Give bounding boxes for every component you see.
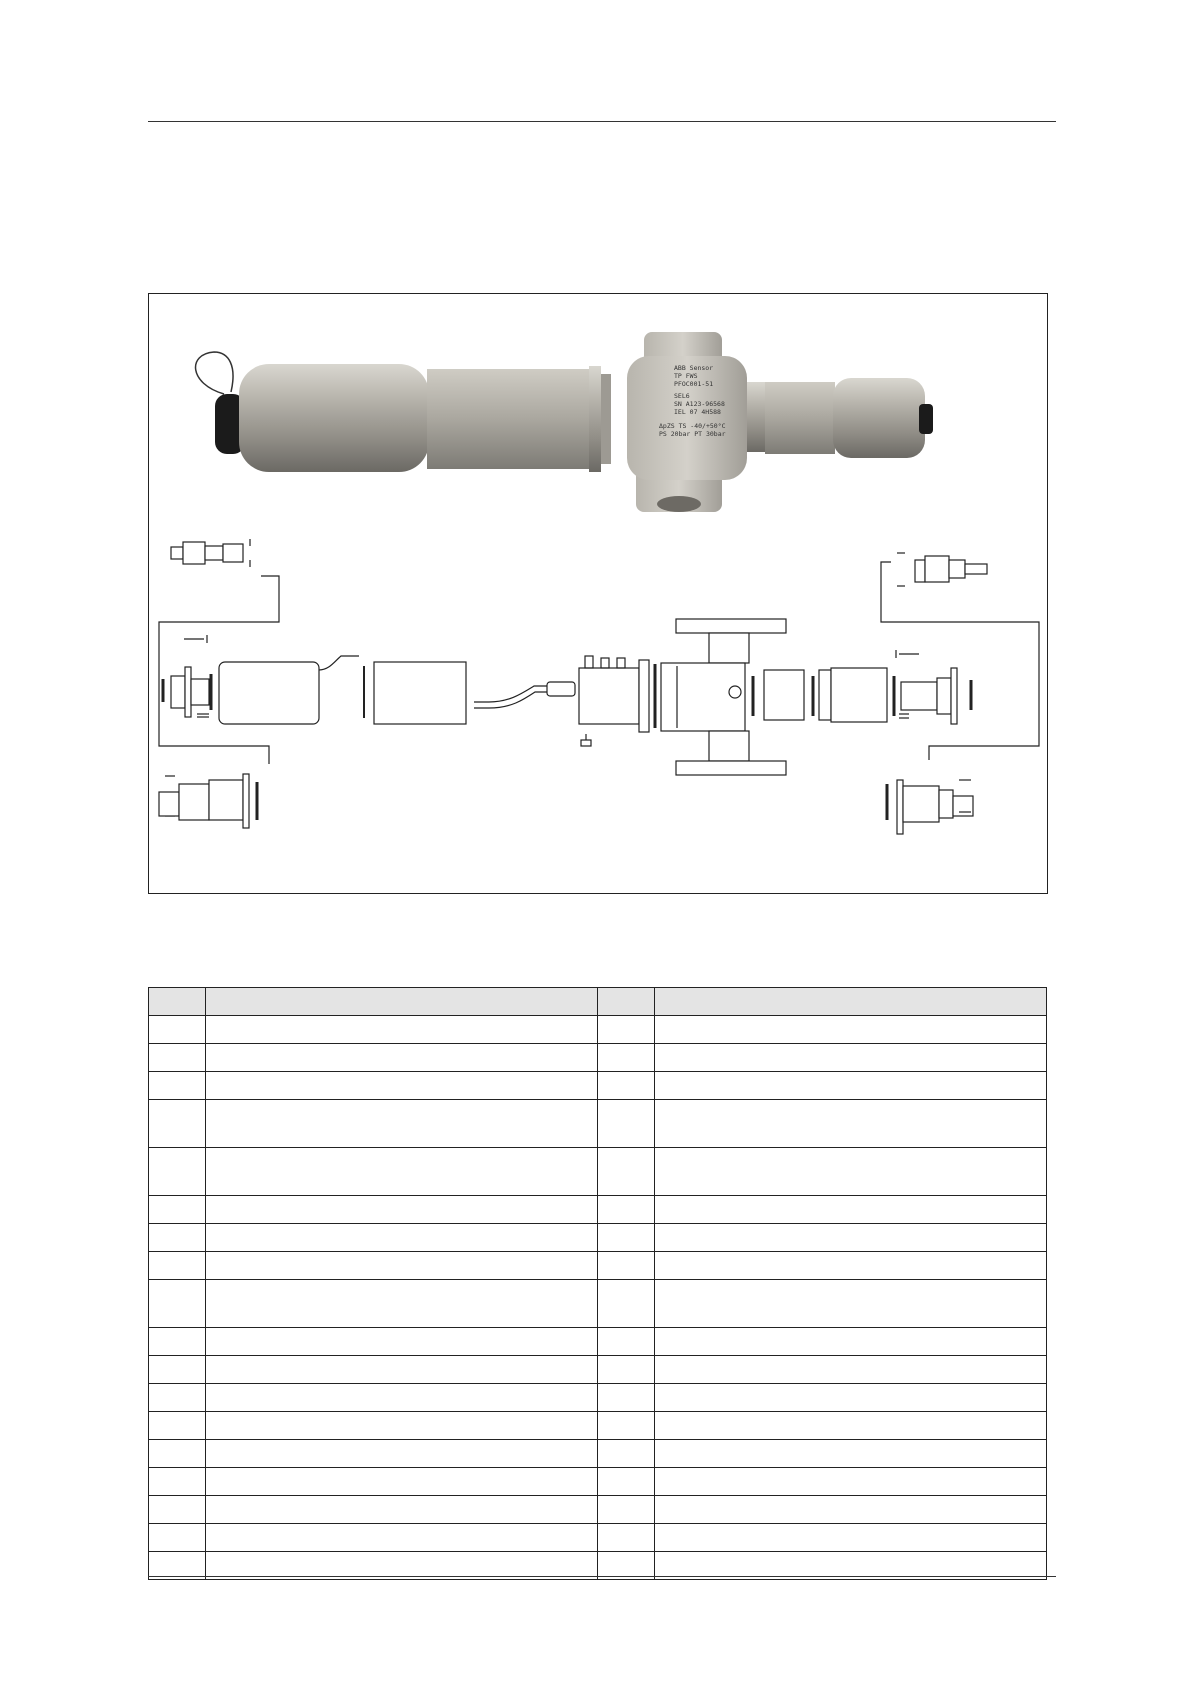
nameplate-line: ABB Sensor (674, 364, 714, 372)
item-description (655, 1468, 1047, 1496)
item-description (655, 1224, 1047, 1252)
nameplate-line: ΔpZS TS -40/+50°C (659, 422, 726, 430)
nameplate-line: PS 20bar PT 30bar (659, 430, 726, 438)
table-row (149, 1016, 1047, 1044)
item-number (598, 1328, 655, 1356)
table-row (149, 1496, 1047, 1524)
item-description (206, 1224, 598, 1252)
item-number (149, 1412, 206, 1440)
item-number (149, 1072, 206, 1100)
left-housing-drawing (219, 662, 319, 724)
item-number (598, 1044, 655, 1072)
item-number (149, 1044, 206, 1072)
item-description (655, 1072, 1047, 1100)
footer-rule (148, 1576, 1056, 1577)
table-row (149, 1196, 1047, 1224)
assembly-figure (149, 294, 1049, 895)
item-number (149, 1496, 206, 1524)
item-description (206, 1356, 598, 1384)
left-collar (601, 374, 611, 464)
nameplate-line: PFOC001-51 (674, 380, 714, 388)
tube-drawing (374, 662, 466, 724)
item-number (598, 1496, 655, 1524)
left-housing (239, 364, 429, 472)
figure-frame (148, 293, 1048, 894)
item-description (206, 1328, 598, 1356)
item-number (598, 1280, 655, 1328)
item-number (598, 1148, 655, 1196)
item-number (149, 1328, 206, 1356)
item-number (598, 1252, 655, 1280)
table-header-row (149, 988, 1047, 1016)
item-number (149, 1468, 206, 1496)
table-row (149, 1280, 1047, 1328)
table-row (149, 1356, 1047, 1384)
right-top-connector (897, 553, 987, 586)
item-description (206, 1384, 598, 1412)
table-row (149, 1412, 1047, 1440)
bottom-port-opening (657, 496, 701, 512)
item-description (206, 1100, 598, 1148)
table-row (149, 1252, 1047, 1280)
item-number (149, 1196, 206, 1224)
item-number (598, 1412, 655, 1440)
nameplate-line: TP FWS (674, 372, 698, 380)
table-row (149, 1148, 1047, 1196)
nameplate-line: IEL 07 4H588 (674, 408, 721, 416)
item-description (206, 1196, 598, 1224)
item-number (598, 1100, 655, 1148)
item-description (206, 1016, 598, 1044)
item-description (206, 1496, 598, 1524)
table-row (149, 1100, 1047, 1148)
item-description (206, 1440, 598, 1468)
right-ring (747, 382, 765, 452)
item-description (655, 1280, 1047, 1328)
item-description (655, 1044, 1047, 1072)
item-number (598, 1072, 655, 1100)
header-cell (655, 988, 1047, 1016)
nameplate-line: SN A123-96568 (674, 400, 725, 408)
item-description (206, 1280, 598, 1328)
item-number (149, 1252, 206, 1280)
item-description (655, 1100, 1047, 1148)
item-description (206, 1044, 598, 1072)
left-ring (589, 366, 601, 472)
nameplate-line: SEL6 (674, 392, 690, 400)
item-description (655, 1356, 1047, 1384)
item-number (149, 1356, 206, 1384)
item-number (598, 1224, 655, 1252)
right-bottom-connector (887, 780, 973, 834)
item-number (149, 1224, 206, 1252)
item-number (149, 1524, 206, 1552)
item-number (149, 1384, 206, 1412)
left-bottom-connector (159, 774, 257, 828)
item-number (598, 1524, 655, 1552)
parts-table (148, 987, 1047, 1580)
item-description (206, 1072, 598, 1100)
right-tube-drawing (764, 670, 804, 720)
item-number (598, 1440, 655, 1468)
table-row (149, 1072, 1047, 1100)
item-description (655, 1496, 1047, 1524)
left-tube (427, 369, 592, 469)
left-top-connector (171, 539, 250, 567)
item-number (598, 1468, 655, 1496)
header-cell (149, 988, 206, 1016)
cap-lanyard (196, 352, 233, 394)
table-row (149, 1468, 1047, 1496)
table-row (149, 1224, 1047, 1252)
item-number (149, 1280, 206, 1328)
item-description (655, 1148, 1047, 1196)
table-row (149, 1384, 1047, 1412)
right-housing-drawing (819, 668, 887, 722)
right-flange-assembly (901, 668, 971, 724)
item-description (655, 1328, 1047, 1356)
item-number (598, 1384, 655, 1412)
right-tube (765, 382, 835, 454)
item-number (149, 1100, 206, 1148)
item-description (206, 1524, 598, 1552)
table-row (149, 1044, 1047, 1072)
item-description (655, 1016, 1047, 1044)
table-row (149, 1440, 1047, 1468)
item-number (598, 1016, 655, 1044)
item-description (655, 1252, 1047, 1280)
header-rule (148, 121, 1056, 122)
item-description (655, 1524, 1047, 1552)
header-cell (206, 988, 598, 1016)
left-cable (319, 656, 359, 670)
item-description (655, 1196, 1047, 1224)
right-plug (919, 404, 933, 434)
cable-plug (547, 682, 575, 696)
item-description (655, 1440, 1047, 1468)
item-description (206, 1252, 598, 1280)
sensor-cable (474, 686, 549, 708)
item-number (149, 1148, 206, 1196)
electronics-module (579, 656, 655, 746)
item-description (655, 1384, 1047, 1412)
item-description (206, 1412, 598, 1440)
right-housing (833, 378, 925, 458)
item-description (655, 1412, 1047, 1440)
table-row (149, 1524, 1047, 1552)
item-number (598, 1196, 655, 1224)
item-description (206, 1468, 598, 1496)
table-row (149, 1328, 1047, 1356)
header-cell (598, 988, 655, 1016)
left-flange-assembly (163, 667, 211, 717)
item-number (149, 1440, 206, 1468)
exploded-drawing (159, 539, 1039, 834)
sensor-photo (196, 332, 933, 512)
item-number (598, 1356, 655, 1384)
item-description (206, 1148, 598, 1196)
item-number (149, 1016, 206, 1044)
right-bracket-line (881, 562, 1039, 760)
